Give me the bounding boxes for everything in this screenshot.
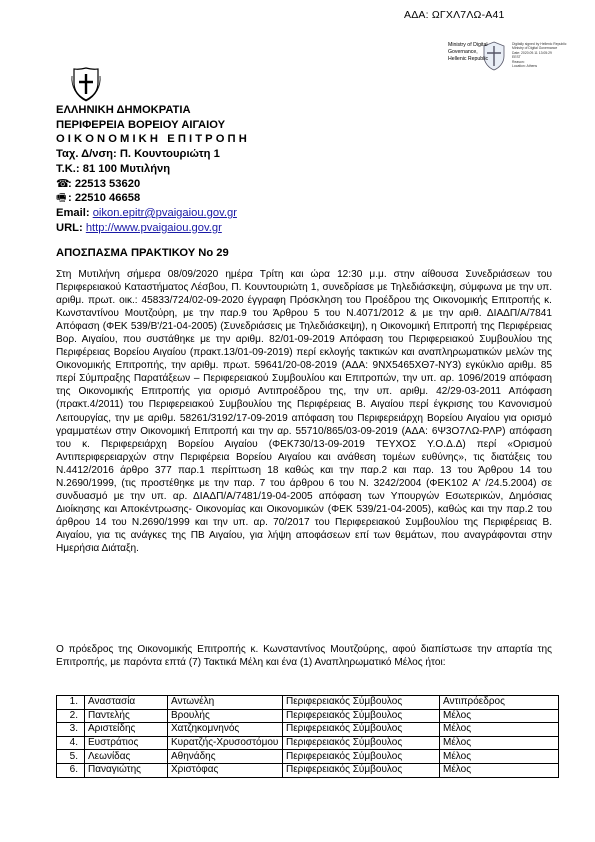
committee-name: Ο Ι Κ Ο Ν Ο Μ Ι Κ Η Ε Π Ι Τ Ρ Ο Π Η bbox=[56, 133, 247, 146]
members-table bbox=[56, 695, 559, 778]
fax-number: : 22510 46658 bbox=[68, 192, 141, 205]
member-body: Περιφερειακός Σύμβουλος bbox=[283, 723, 440, 737]
phone-number: : 22513 53620 bbox=[68, 177, 141, 190]
country-name: ΕΛΛΗΝΙΚΗ ΔΗΜΟΚΡΑΤΙΑ bbox=[56, 104, 191, 116]
coat-of-arms-icon bbox=[70, 66, 102, 102]
email-line bbox=[56, 206, 247, 221]
member-first-name: Αριστείδης bbox=[85, 723, 168, 737]
digital-signature-details: Digitally signed by Hellenic Republic Ministry of Digital Governance Date: 2020.09.11 13:05:29 EEST Reason: Location: Athens bbox=[512, 42, 567, 69]
member-body: Περιφερειακός Σύμβουλος bbox=[283, 736, 440, 750]
member-role: Μέλος bbox=[440, 750, 559, 764]
postal-code: Τ.Κ.: 81 100 Μυτιλήνη bbox=[56, 162, 171, 175]
body-paragraph-quorum: Ο πρόεδρος της Οικονομικής Επιτροπής κ. Κωνσταντίνος Μουτζούρης, αφού διαπίστωσε την απαρτία της Επιτροπής, με παρόντα επτά (7) Τακτικά Μέλη και ένα (1) Αναπληρωματικό Μέλος ήτοι: bbox=[56, 644, 552, 669]
phone-icon: ☎ bbox=[56, 177, 70, 190]
url-label: URL: bbox=[56, 221, 83, 234]
member-role: Μέλος bbox=[440, 709, 559, 723]
fax-icon: 🖷 bbox=[56, 192, 67, 205]
member-number: 6. bbox=[57, 763, 85, 777]
member-first-name: Παναγιώτης bbox=[85, 763, 168, 777]
member-number: 3. bbox=[57, 723, 85, 737]
region-name: ΠΕΡΙΦΕΡΕΙΑ ΒΟΡΕΙΟΥ ΑΙΓΑΙΟΥ bbox=[56, 118, 226, 131]
member-last-name: Χατζηκομνηνός bbox=[168, 723, 283, 737]
email-link[interactable]: oikon.epitr@pvaigaiou.gov.gr bbox=[92, 206, 237, 219]
url-line bbox=[56, 221, 247, 236]
member-last-name: Βρουλής bbox=[168, 709, 283, 723]
member-role: Αντιπρόεδρος bbox=[440, 696, 559, 710]
member-number: 4. bbox=[57, 736, 85, 750]
issuer-header bbox=[56, 103, 247, 235]
table-row bbox=[57, 723, 559, 737]
table-row bbox=[57, 736, 559, 750]
member-role: Μέλος bbox=[440, 723, 559, 737]
member-last-name: Αντωνέλη bbox=[168, 696, 283, 710]
phone-line bbox=[56, 177, 247, 192]
member-first-name: Λεωνίδας bbox=[85, 750, 168, 764]
member-role: Μέλος bbox=[440, 763, 559, 777]
body-paragraph-intro: Στη Μυτιλήνη σήμερα 08/09/2020 ημέρα Τρίτη και ώρα 12:30 μ.μ. στην αίθουσα Συνεδριάσεων του Περιφερειακού Καταστήματος Λέσβου, Π. Κουντουριώτη 1, συνεδρίασε με Τηλεδιάσκεψη, σύμφωνα με την υπ. αριθμ. πρωτ. οικ.: 45833/724/02-09-2020 έγγραφη Πρόσκληση του Προέδρου της Οικονομικής Επιτροπής κ. Κωνσταντίνου Μουτζούρη, με την παρ.9 του Άρθρου 5 του Ν.4071/2012 & με την αριθ. ΔΙΑΔΠ/Α/7841 Απόφαση (ΦΕΚ 539/Β'/21-04-2005) (Συνεδριάσεις με Τηλεδιάσκεψη), η Οικονομική Επιτροπή της Περιφέρειας Βορ. Αιγαίου, που συστάθηκε με την αριθμ. 82/01-09-2019 Απόφαση του Περιφερειακού Συμβουλίου της Περιφέρειας Βορείου Αιγαίου (πρακτ.13/01-09-2019) περί εκλογής τακτικών και αναπληρωματικών μελών της Οικονομικής Επιτροπής, την αριθμ. πρωτ. 59641/20-08-2019 (ΑΔΑ: 9ΝΧ5465ΧΘ7-ΝΥ3) εγκύκλιο αριθμ. 85 περί Σύμπραξης Παρατάξεων – Περιφερειακού Συμβουλίου και Επιτροπών, την υπ. αρ. 1096/2019 απόφαση της Οικονομικής Επιτροπής για ορισμό Αντιπροέδρου της, την υπ. αριθμ. 42/29-03-2011 Απόφαση (πρακτ.4/2011) του Περιφερειακού Συμβουλίου της Περιφέρειας Β. Αιγαίου περί έγκρισης του Κανονισμού Λειτουργίας, την με αριθμ. 58261/3192/17-09-2019 απόφαση του Περιφερειάρχη Βορείου Αιγαίου για ορισμό γραμματέων στην Οικονομική Επιτροπή και την αρ. 55710/865/03-09-2019 (ΑΔΑ: 6Ψ3Ο7ΛΩ-ΡΛΡ) απόφαση του κ. Περιφερειάρχη Βορείου Αιγαίου (ΦΕΚ730/13-09-2019 ΤΕΥΧΟΣ Υ.Ο.Δ.Δ) περί «Ορισμού Αντιπεριφερειαρχών στην Περιφέρεια Βορείου Αιγαίου και ανάθεση τομέων ευθύνης», τις διατάξεις του Ν.4412/2016 άρθρο 377 παρ.1 περίπτωση 18 καθώς και την παρ.2 και παρ. 13 του Άρθρου 14 του Ν.2690/1999, (τις προστέθηκε με την παρ. 7 του άρθρου 6 του Ν. 3242/2004 (ΦΕΚ102 Α' /24.5.2004) σε συνδυασμό με την υπ. αρ. ΔΙΑΔΠ/Α/7481/19-04-2005 απόφαση των Υπουργών Εσωτερικών, Δημόσιας Διοίκησης και Αποκέντρωσης- Οικονομίας και Οικονομικών (ΦΕΚ 539/21-04-2005), καθώς και την παρ.2 του άρθρου 14 του Ν.2690/1999 και την υπ. αρ. 70/2017 του Περιφερειακού Συμβουλίου της Περιφέρειας Β. Αιγαίου, για τις ανάγκες της ΠΒ Αιγαίου, για λήψη αποφάσεων επί των θεμάτων, που αναγράφονται στην Ημερήσια Διάταξη. bbox=[56, 269, 552, 554]
document-title: ΑΠΟΣΠΑΣΜΑ ΠΡΑΚΤΙΚΟΥ Νο 29 bbox=[56, 247, 229, 259]
member-last-name: Χριστόφας bbox=[168, 763, 283, 777]
member-first-name: Παντελής bbox=[85, 709, 168, 723]
digital-signer-name: Ministry of Digital Governance, Hellenic Republic bbox=[448, 42, 489, 62]
member-first-name: Ευστράτιος bbox=[85, 736, 168, 750]
member-number: 1. bbox=[57, 696, 85, 710]
ada-code: ΑΔΑ: ΩΓΧΛ7ΛΩ-Α41 bbox=[404, 9, 505, 21]
member-first-name: Αναστασία bbox=[85, 696, 168, 710]
member-body: Περιφερειακός Σύμβουλος bbox=[283, 750, 440, 764]
member-body: Περιφερειακός Σύμβουλος bbox=[283, 709, 440, 723]
member-last-name: Κυρατζής-Χρυσοστόμου bbox=[168, 736, 283, 750]
email-label: Email: bbox=[56, 206, 90, 219]
member-body: Περιφερειακός Σύμβουλος bbox=[283, 763, 440, 777]
fax-line bbox=[56, 191, 247, 206]
member-last-name: Αθηνάδης bbox=[168, 750, 283, 764]
postal-address: Ταχ. Δ/νση: Π. Κουντουριώτη 1 bbox=[56, 148, 220, 161]
table-row bbox=[57, 696, 559, 710]
website-link[interactable]: http://www.pvaigaiou.gov.gr bbox=[85, 221, 222, 234]
member-number: 5. bbox=[57, 750, 85, 764]
table-row bbox=[57, 763, 559, 777]
member-number: 2. bbox=[57, 709, 85, 723]
member-body: Περιφερειακός Σύμβουλος bbox=[283, 696, 440, 710]
table-row bbox=[57, 709, 559, 723]
member-role: Μέλος bbox=[440, 736, 559, 750]
table-row bbox=[57, 750, 559, 764]
